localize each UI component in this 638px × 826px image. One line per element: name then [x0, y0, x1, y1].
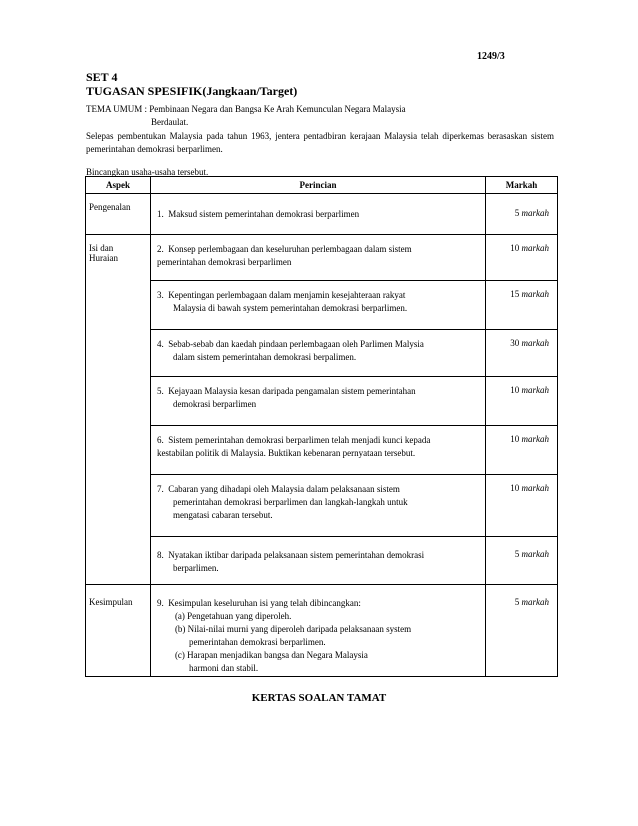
- task-title: TUGASAN SPESIFIK(Jangkaan/Target): [86, 84, 298, 98]
- mark-2: 10 markah: [486, 235, 558, 281]
- table-row: [86, 377, 558, 426]
- theme-line: TEMA UMUM : Pembinaan Negara dan Bangsa Ke Arah Kemunculan Negara Malaysia: [86, 104, 406, 114]
- instruction: Bincangkan usaha-usaha tersebut.: [86, 167, 209, 177]
- mark-7: 10 markah: [486, 475, 558, 537]
- table-row: [86, 235, 558, 281]
- aspek-isi-huraian: Isi dan Huraian: [86, 235, 151, 585]
- set-label: SET 4: [86, 70, 118, 84]
- mark-5: 10 markah: [486, 377, 558, 426]
- aspek-pengenalan: Pengenalan: [86, 194, 151, 235]
- detail-2: 2. Konsep perlembagaan dan keseluruhan perlembagaan dalam sistem pemerintahan demokrasi berparlimen: [156, 244, 412, 267]
- table-row: [86, 585, 558, 677]
- task-table: [85, 176, 558, 677]
- mark-3: 15 markah: [486, 281, 558, 330]
- detail-1: 1. Maksud sistem pemerintahan demokrasi berparlimen: [156, 209, 360, 219]
- theme-line-continued: Berdaulat.: [151, 117, 189, 127]
- mark-9: 5 markah: [486, 585, 558, 677]
- mark-4: 30 markah: [486, 330, 558, 377]
- paper-code: 1249/3: [477, 51, 505, 62]
- intro-paragraph: Selepas pembentukan Malaysia pada tahun 1963, jentera pentadbiran kerajaan Malaysia telah diperkemas berasaskan sistem pemerintahan demokrasi berparlimen.: [86, 131, 554, 154]
- detail-7: 7. Cabaran yang dihadapi oleh Malaysia dalam pelaksanaan sistem pemerintahan demokrasi berparlimen dan langkah-langkah untuk mengatasi cabaran tersebut.: [156, 484, 408, 520]
- header-perincian: Perincian: [150, 177, 485, 194]
- table-row: [86, 426, 558, 475]
- detail-8: 8. Nyatakan iktibar daripada pelaksanaan sistem pemerintahan demokrasi berparlimen.: [156, 550, 425, 573]
- header-markah: Markah: [486, 177, 558, 194]
- detail-3: 3. Kepentingan perlembagaan dalam menjamin kesejahteraan rakyat Malaysia di bawah system pemerintahan demokrasi berparlimen.: [156, 290, 408, 313]
- detail-6: 6. Sistem pemerintahan demokrasi berparlimen telah menjadi kunci kepada kestabilan politik di Malaysia. Buktikan kebenaran pernyataan tersebut.: [156, 435, 431, 458]
- table-row: [86, 281, 558, 330]
- table-row: [86, 537, 558, 585]
- detail-4: 4. Sebab-sebab dan kaedah pindaan perlembagaan oleh Parlimen Malysia dalam sistem pemerintahan demokrasi berpalimen.: [156, 339, 424, 362]
- detail-5: 5. Kejayaan Malaysia kesan daripada pengamalan sistem pemerintahan demokrasi berparlimen: [156, 386, 416, 409]
- aspek-kesimpulan: Kesimpulan: [86, 585, 151, 677]
- table-header-row: [86, 177, 558, 194]
- header-aspek: Aspek: [86, 177, 151, 194]
- detail-9: 9. Kesimpulan keseluruhan isi yang telah dibincangkan: (a) Pengetahuan yang diperoleh. (b) Nilai-nilai murni yang diperoleh daripada pelaksanaan system pemerintahan demokrasi berparlimen. (c) Harapan menjadikan bangsa dan Negara Malaysia harmoni dan stabil.: [156, 598, 412, 673]
- table-row: [86, 194, 558, 235]
- mark-1: 5 markah: [486, 194, 558, 235]
- footer-end-label: KERTAS SOALAN TAMAT: [251, 692, 387, 704]
- table-row: [86, 475, 558, 537]
- table-row: [86, 330, 558, 377]
- mark-8: 5 markah: [486, 537, 558, 585]
- mark-6: 10 markah: [486, 426, 558, 475]
